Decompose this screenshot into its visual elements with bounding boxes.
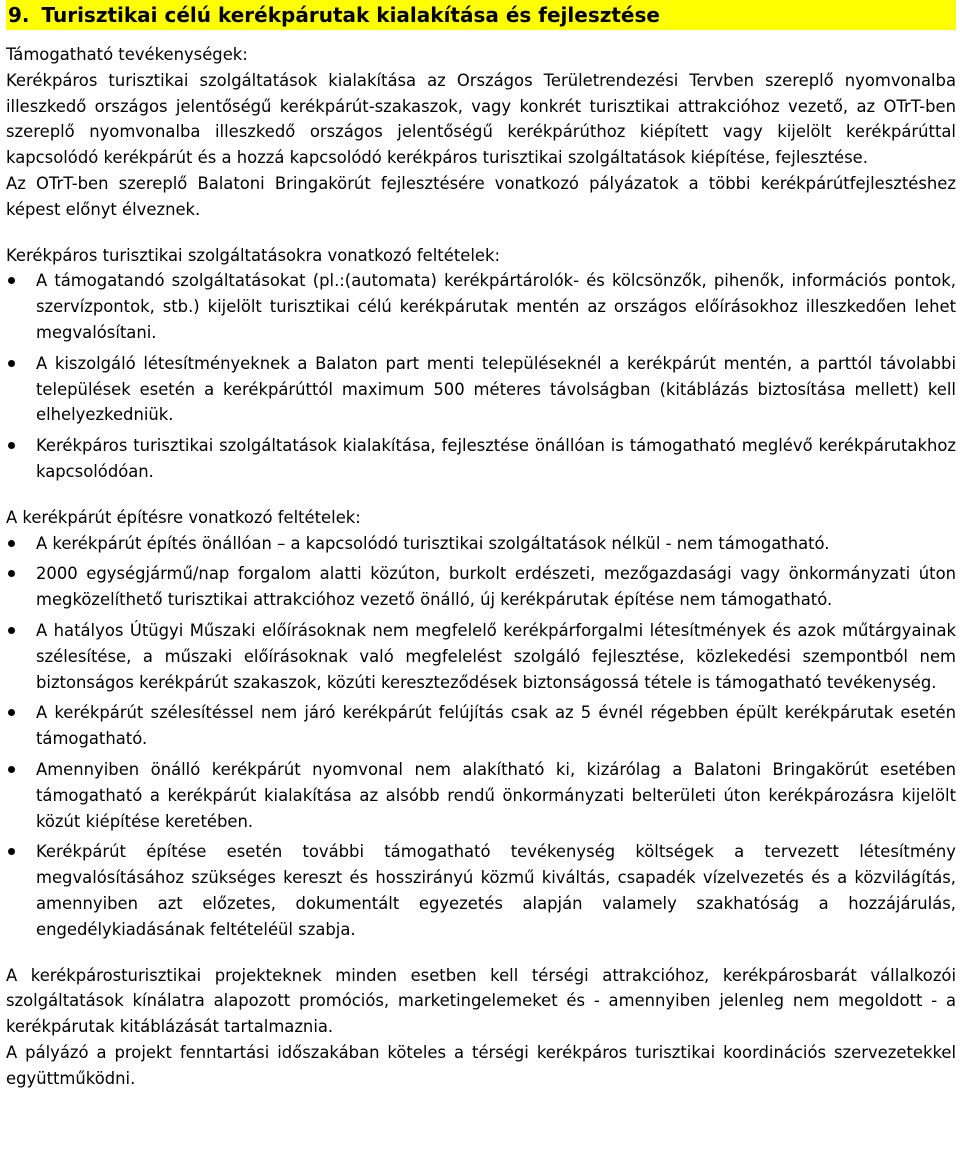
- list-item: A hatályos Útügyi Műszaki előírásoknak nem megfelelő kerékpárforgalmi létesítmények és azok műtárgyainak szélesítése, a műszaki előírásoknak való megfelelést szolgáló fejlesztése, közlekedési szempontból nem biztonságos kerékpárút szakaszok, közúti kereszteződések biztonságossá tétele is támogatható tevékenység.: [6, 618, 956, 695]
- bullet-icon: [8, 277, 15, 284]
- bullet-icon: [8, 627, 15, 634]
- list-item: Kerékpáros turisztikai szolgáltatások kialakítása, fejlesztése önállóan is támogatható meglévő kerékpárutakhoz kapcsolódóan.: [6, 433, 956, 485]
- list-item: Kerékpárút építése esetén további támogatható tevékenység költségek a tervezett létesítmény megvalósításához szükséges kereszt és hosszirányú közmű kiváltás, csapadék vízelvezetés és a közvilágítás, amennyiben azt előzetes, dokumentált egyezetés alapján valamely szakhatóság a hozzájárulás, engedélykiadásának feltételéül szabja.: [6, 839, 956, 942]
- closing-paragraph-2: A pályázó a projekt fenntartási időszakában köteles a térségi kerékpáros turisztikai koordinációs szervezetekkel együttműködni.: [6, 1042, 956, 1088]
- bullet-icon: [8, 848, 15, 855]
- construction-conditions-list: [6, 531, 956, 943]
- list-item: Amennyiben önálló kerékpárút nyomvonal nem alakítható ki, kizárólag a Balatoni Bringakörút esetében támogatható a kerékpárút kialakítása az alsóbb rendű önkormányzati belterületi úton kerékpározásra kijelölt közút kiépítése keretében.: [6, 757, 956, 834]
- bullet-icon: [8, 709, 15, 716]
- supported-activities-label: Támogatható tevékenységek:: [6, 45, 248, 64]
- list-item: A kerékpárút szélesítéssel nem járó kerékpárút felújítás csak az 5 évnél régebben épült kerékpárutak esetén támogatható.: [6, 700, 956, 752]
- closing-paragraph-1: A kerékpárosturisztikai projekteknek minden esetben kell térségi attrakcióhoz, kerékpárosbarát vállalkozói szolgáltatások kínálatra alapozott promóciós, marketingelemeket és - amennyiben jelenleg nem megoldott - a kerékpárutak kitáblázását tartalmaznia.: [6, 965, 956, 1037]
- bullet-icon: [8, 540, 15, 547]
- priority-text: Az OTrT-ben szereplő Balatoni Bringakörút fejlesztésére vonatkozó pályázatok a többi kerékpárútfejlesztéshez képest előnyt élveznek.: [6, 173, 956, 219]
- list-item: 2000 egységjármű/nap forgalom alatti közúton, burkolt erdészeti, mezőgazdasági vagy önkormányzati úton megközelíthető turisztikai attrakcióhoz vezető önálló, új kerékpárutak építése nem támogatható.: [6, 561, 956, 613]
- services-conditions-label: Kerékpáros turisztikai szolgáltatásokra vonatkozó feltételek:: [6, 245, 500, 265]
- document-page: [6, 0, 956, 1091]
- services-conditions-list: [6, 268, 956, 484]
- bullet-icon: [8, 360, 15, 367]
- section-title: Turisztikai célú kerékpárutak kialakítása és fejlesztése: [41, 3, 660, 27]
- supported-activities-text: Kerékpáros turisztikai szolgáltatások kialakítása az Országos Területrendezési Tervben szereplő nyomvonalba illeszkedő országos jelentőségű kerékpárút-szakaszok, vagy konkrét turisztikai attrakcióhoz vezető, az OTrT-ben szereplő nyomvonalba illeszkedő országos jelentőségű kerékpárúthoz kiépített vagy kijelölt kerékpárúttal kapcsolódó kerékpárút és a hozzá kapcsolódó kerékpáros turisztikai szolgáltatások kiépítése, fejlesztése.: [6, 70, 956, 168]
- bullet-icon: [8, 442, 15, 449]
- bullet-icon: [8, 766, 15, 773]
- list-item: A kerékpárút építés önállóan – a kapcsolódó turisztikai szolgáltatások nélkül - nem támogatható.: [6, 531, 956, 557]
- section-heading: [6, 0, 956, 30]
- section-number: 9.: [8, 3, 30, 27]
- construction-conditions-label: A kerékpárút építésre vonatkozó feltételek:: [6, 507, 361, 527]
- list-item: A támogatandó szolgáltatásokat (pl.:(automata) kerékpártárolók- és kölcsönzők, pihenők, információs pontok, szervízpontok, stb.) kijelölt turisztikai célú kerékpárutak mentén az országos előírásokhoz illeszkedően lehet megvalósítani.: [6, 268, 956, 345]
- list-item: A kiszolgáló létesítményeknek a Balaton part menti településeknél a kerékpárút mentén, a parttól távolabbi települések esetén a kerékpárúttól maximum 500 méteres távolságban (kitáblázás biztosítása mellett) kell elhelyezkedniük.: [6, 351, 956, 428]
- bullet-icon: [8, 570, 15, 577]
